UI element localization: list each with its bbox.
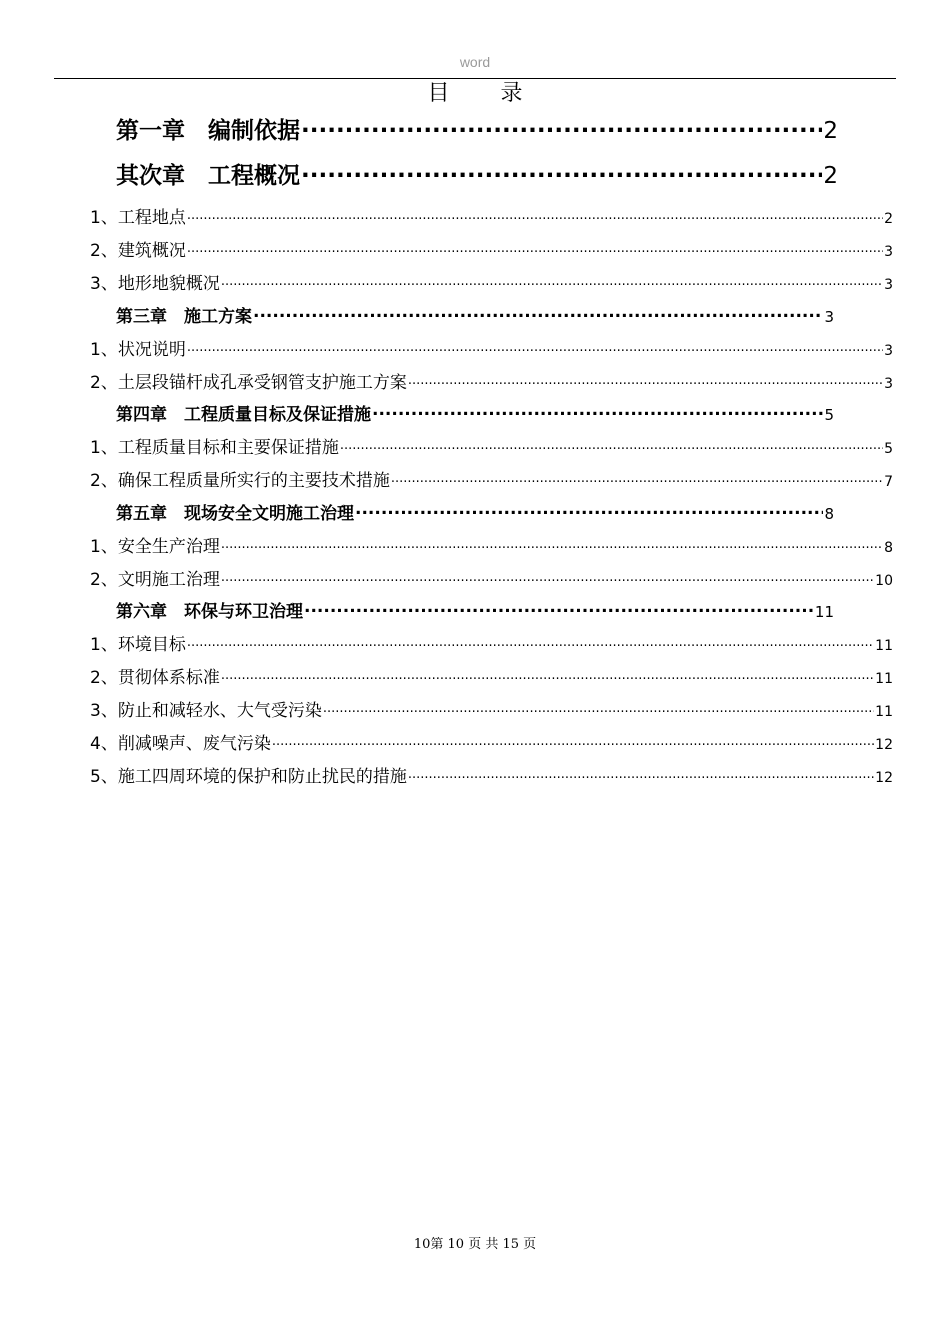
toc-entry-chapter-6[interactable] — [116, 597, 834, 622]
toc-entry-label: 3、防止和减轻水、大气受污染 — [90, 701, 322, 721]
toc-entry-label: 第一章 编制依据 — [116, 118, 300, 144]
toc-page-number: 12 — [875, 737, 893, 753]
toc-page-number: 11 — [875, 671, 893, 687]
toc-page-number: 7 — [884, 474, 893, 490]
toc-dot-leader — [253, 305, 823, 322]
toc-page-number: 10 — [875, 573, 893, 589]
toc-dot-leader — [372, 403, 823, 420]
toc-dot-leader — [221, 670, 874, 683]
page-footer: 10第 10 页 共 15 页 — [413, 1237, 537, 1252]
toc-page-number: 2 — [823, 163, 838, 189]
toc-dot-leader — [408, 769, 874, 782]
toc-entry-label: 2、土层段锚杆成孔承受钢管支护施工方案 — [90, 373, 407, 393]
toc-page-number: 8 — [824, 505, 834, 523]
toc-dot-leader — [304, 600, 814, 617]
toc-entry-label: 1、状况说明 — [90, 340, 186, 360]
toc-dot-leader — [340, 440, 883, 453]
toc-page-number: 3 — [884, 277, 893, 293]
toc-entry-label: 1、工程质量目标和主要保证措施 — [90, 438, 339, 458]
toc-dot-leader — [301, 115, 822, 138]
toc-page-number: 2 — [823, 118, 838, 144]
toc-entry-section[interactable] — [90, 565, 893, 590]
toc-page-number: 11 — [875, 638, 893, 654]
toc-dot-leader — [187, 637, 874, 650]
toc-dot-leader — [187, 210, 883, 223]
toc-page-number: 12 — [875, 770, 893, 786]
toc-dot-leader — [272, 736, 874, 749]
toc-entry-label: 5、施工四周环境的保护和防止扰民的措施 — [90, 767, 407, 787]
toc-dot-leader — [391, 473, 883, 486]
toc-page-number: 3 — [884, 244, 893, 260]
toc-entry-chapter-5[interactable] — [116, 499, 834, 524]
toc-entry-label: 第五章 现场安全文明施工治理 — [116, 504, 354, 524]
toc-entry-label: 4、削减噪声、废气污染 — [90, 734, 271, 754]
toc-dot-leader — [221, 276, 883, 289]
toc-entry-label: 1、环境目标 — [90, 635, 186, 655]
toc-dot-leader — [408, 375, 883, 388]
toc-entry-section[interactable] — [90, 696, 893, 721]
toc-entry-label: 第六章 环保与环卫治理 — [116, 602, 303, 622]
toc-entry-section[interactable] — [90, 729, 893, 754]
toc-page-number: 2 — [884, 211, 893, 227]
toc-entry-section[interactable] — [90, 203, 893, 228]
toc-entry-section[interactable] — [90, 663, 893, 688]
page-header-text: word — [459, 54, 491, 70]
toc-page-number: 3 — [884, 343, 893, 359]
toc-entry-label: 2、文明施工治理 — [90, 570, 220, 590]
toc-entry-section[interactable] — [90, 532, 893, 557]
toc-dot-leader — [355, 502, 823, 519]
toc-dot-leader — [323, 703, 874, 716]
toc-dot-leader — [301, 160, 822, 183]
toc-page-number: 11 — [875, 704, 893, 720]
toc-entry-section[interactable] — [90, 269, 893, 294]
toc-entry-label: 第三章 施工方案 — [116, 307, 252, 327]
toc-entry-section[interactable] — [90, 762, 893, 787]
toc-entry-label: 2、建筑概况 — [90, 241, 186, 261]
toc-dot-leader — [187, 342, 883, 355]
toc-page-number: 8 — [884, 540, 893, 556]
toc-entry-section[interactable] — [90, 466, 893, 491]
toc-entry-label: 1、安全生产治理 — [90, 537, 220, 557]
toc-dot-leader — [221, 539, 883, 552]
toc-page-number: 11 — [814, 603, 834, 621]
toc-entry-chapter-2[interactable] — [116, 157, 838, 190]
toc-entry-section[interactable] — [90, 368, 893, 393]
toc-page-number: 5 — [824, 406, 834, 424]
toc-entry-chapter-4[interactable] — [116, 400, 834, 425]
toc-page-number: 5 — [884, 441, 893, 457]
toc-page-number: 3 — [824, 308, 834, 326]
toc-title: 目 录 — [427, 81, 545, 106]
toc-entry-section[interactable] — [90, 335, 893, 360]
toc-page-number: 3 — [884, 376, 893, 392]
toc-entry-label: 第四章 工程质量目标及保证措施 — [116, 405, 371, 425]
toc-entry-label: 1、工程地点 — [90, 208, 186, 228]
toc-entry-label: 其次章 工程概况 — [116, 163, 300, 189]
toc-entry-section[interactable] — [90, 630, 893, 655]
toc-dot-leader — [187, 243, 883, 256]
toc-entry-section[interactable] — [90, 433, 893, 458]
toc-entry-chapter-1[interactable] — [116, 112, 838, 145]
toc-entry-label: 2、确保工程质量所实行的主要技术措施 — [90, 471, 390, 491]
toc-entry-label: 2、贯彻体系标准 — [90, 668, 220, 688]
toc-entry-chapter-3[interactable] — [116, 302, 834, 327]
toc-entry-label: 3、地形地貌概况 — [90, 274, 220, 294]
toc-entry-section[interactable] — [90, 236, 893, 261]
toc-dot-leader — [221, 572, 874, 585]
